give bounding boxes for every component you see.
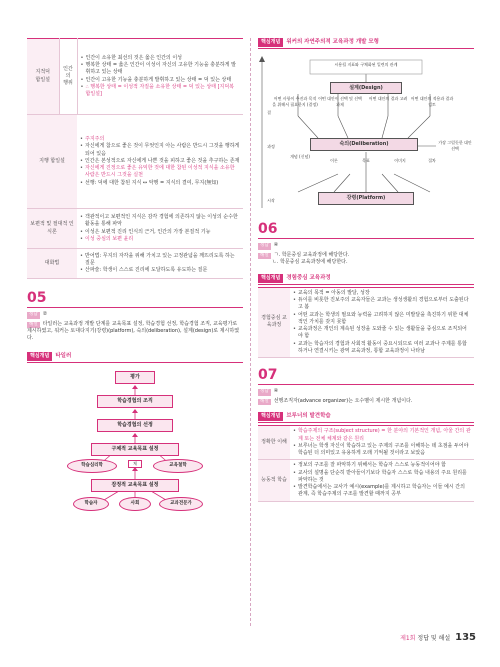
axis-goal-label: 결 xyxy=(267,110,271,116)
left-column xyxy=(27,38,243,515)
concept-tag: 핵심개념 xyxy=(258,412,283,421)
row-label: 지행 합일설 xyxy=(27,115,77,209)
concept-tag: 핵심개념 xyxy=(258,274,283,283)
question-number: 05 xyxy=(27,290,47,306)
answer-line xyxy=(27,311,243,319)
row-label: 경험중심 교육과정 xyxy=(258,287,290,357)
list-item: • 브루너는 학생 자신이 학습하고 있는 주제의 구조를 이해하는 데 초점을 두어야 학습된 더 의미있고 유용하게 오래 기억될 것이라고 보았음 xyxy=(293,443,471,458)
table-row xyxy=(27,249,243,279)
question-number: 06 xyxy=(258,221,278,238)
explain-text: 선행조직자(advance organizer)는 오수벨이 제시한 개념이다. xyxy=(273,397,413,404)
answer-value: ④ xyxy=(273,388,279,395)
list-item: • 행복한 상태 = 옳은 인간이 이성이 자신의 고유한 기능을 충분하게 발휘하고 있는 상태 xyxy=(81,62,241,77)
walker-bottom-item: 이론 xyxy=(330,158,338,164)
list-item: • 자신에게 진정으로 좋은 유익한 것에 대한 참된 이성적 지식을 소유한 사람은 반드시 그것을 실천 xyxy=(80,165,240,180)
row-label: 대화법 xyxy=(27,249,77,279)
answer-tag: 정답 xyxy=(260,389,269,395)
table-row xyxy=(258,287,474,357)
list-item: • ∴ 행복한 상태 = 이성적 자질을 소유한 상태 = 덕 있는 상태 [지덕복 합일설] xyxy=(81,84,241,99)
list-item: • 교육과정은 개인의 계속된 성장을 도와줄 수 있는 생활들을 중심으로 조직되어야 함 xyxy=(293,326,471,341)
oval-expert: 교과전문가 xyxy=(159,497,203,511)
list-item: • 어떤 교과는 학생의 필요와 능력을 고려하지 않은 미발달을 촉진하기 위한 대체적인 가치를 갖지 못함 xyxy=(293,312,471,327)
right-column xyxy=(258,38,474,502)
concept-header xyxy=(258,274,474,285)
column-divider xyxy=(250,38,251,626)
walker-bottom-item: 절차 xyxy=(428,158,436,164)
row-content xyxy=(290,426,474,460)
flow-box-tentative-goal: 잠정적 교육목표 설정 xyxy=(91,479,179,492)
walker-up-item: 어떤 사항이 추진과 목적을 위해서 필요한지 (결정) xyxy=(272,96,318,108)
concept-title: 타일러 xyxy=(55,352,72,359)
concept-tag: 핵심개념 xyxy=(27,352,52,361)
row-content xyxy=(290,460,474,501)
answer-value: ② xyxy=(42,311,48,317)
row-label: 보편적 및 절대적 인식론 xyxy=(27,209,77,249)
concept-title: 브루너의 발견학습 xyxy=(286,413,331,420)
oval-society: 사회 xyxy=(119,497,151,511)
flow-box-select: 학습경험의 선정 xyxy=(97,419,173,432)
walker-right-note: 가장 그럴듯한 대안 선택 xyxy=(438,140,472,152)
concept-header xyxy=(258,38,474,49)
walker-top-label: 시용될 지표와 구체화된 일련의 관계 xyxy=(334,62,398,68)
list-item: • 자신에게 참으로 좋은 것이 무엇인지 아는 사람은 반드시 그것을 행하게 되어 있음 xyxy=(80,143,240,158)
walker-bottom-item: 개념 (신념) xyxy=(290,154,310,160)
row-content xyxy=(77,39,243,115)
experience-table xyxy=(258,287,474,358)
list-item: • 듀이를 비롯한 진보주의 교육자들은 교과는 생성생활의 경험으로부터 도출된다고 봄 xyxy=(293,297,471,312)
section-rule xyxy=(27,307,243,308)
list-item: • 주지주의 xyxy=(80,136,240,143)
list-item: • 객관적이고 보편적인 지식은 감각 경험에 의존하지 않는 이성의 순수한 활동을 통해 파악 xyxy=(80,214,240,229)
list-item: • 교육의 목적 = 아동의 발달, 성장 xyxy=(293,290,471,297)
list-item: • 발견학습에서는 교사가 예시(example)를 제시하고 학습자는 이들 예시 간의 관계, 즉 학습주제의 구조를 발견할 때까지 공부 xyxy=(293,484,471,499)
row-content xyxy=(77,115,243,209)
list-item: • 인간이 고유한 기능을 충분하게 발휘하고 있는 상태 = 덕 있는 상태 xyxy=(81,77,241,84)
flow-box-specific-goal: 구체적 교육목표 설정 xyxy=(91,443,179,456)
deliberation-box: 숙의(Deliberation) xyxy=(310,138,418,151)
concept-tag: 핵심개념 xyxy=(258,38,283,47)
list-item: • 인간은 본성적으로 자신에게 나쁜 것을 피하고 좋은 것을 추구하는 존재 xyxy=(80,158,240,165)
design-box: 설계(Design) xyxy=(330,82,402,94)
list-item: • 교과는 학습자의 경험과 사회적 활동이 중요시되므로 여러 교과나 주제를 통합하거나 연결시키는 광역 교육과정, 통합 교육과정이 나타남 xyxy=(293,341,471,356)
explain-text-2: ㄴ. 학문중심 교육과정에 해당한다. xyxy=(272,259,348,266)
concept-header xyxy=(27,352,243,363)
concept-title: 워커의 자연주의적 교육과정 개발 모형 xyxy=(286,39,379,45)
page-number: 135 xyxy=(455,631,476,643)
row-sublabel: 인간의 행위 xyxy=(59,39,77,115)
question-number: 07 xyxy=(258,367,278,384)
section-rule xyxy=(258,384,474,385)
walker-up-item: 어떤 대안의 적용과 결과 검토 xyxy=(410,96,454,108)
table-row xyxy=(27,115,243,209)
explain-line xyxy=(27,321,243,343)
walker-bottom-item: 목표 xyxy=(362,158,370,164)
list-item: • 이성은 보편적 진리 인식의 근거, 인간의 가장 본질적 기능 xyxy=(80,229,240,236)
axis-process-label: 과정 xyxy=(267,144,275,150)
row-content xyxy=(290,287,474,357)
q05-section xyxy=(27,291,243,515)
bruner-table xyxy=(258,425,474,501)
table-row xyxy=(27,209,243,249)
walker-arrows xyxy=(258,52,474,214)
oval-learner: 학습자 xyxy=(73,497,109,511)
walker-diagram xyxy=(258,52,474,214)
row-label: 능동적 학습 xyxy=(258,460,290,501)
page-footer xyxy=(400,631,476,646)
tyler-diagram xyxy=(27,367,243,515)
walker-up-item: 어떤 대안이 선택 및 선택 과제 xyxy=(318,96,362,108)
answer-line xyxy=(258,242,474,250)
flow-box-organize: 학습경험의 조직 xyxy=(97,395,173,408)
concept-title: 경험중심 교육과정 xyxy=(286,274,331,281)
list-item: • 인간이 소유한 최선의 것은 옳은 인간의 이성 xyxy=(81,55,241,62)
list-item: • 산파술: 학생이 스스로 진리에 도달하도록 유도하는 질문 xyxy=(80,267,240,274)
q06-section xyxy=(258,222,474,358)
axis-start-label: 시작 xyxy=(267,198,275,204)
filter-label: 체 xyxy=(128,460,142,468)
oval-psychology: 학습심리학 xyxy=(67,459,117,473)
row-label: 정확한 이해 xyxy=(258,426,290,460)
table-row xyxy=(258,426,474,460)
flow-box-evaluation: 평가 xyxy=(115,371,155,384)
list-item: • 이성 중심의 보편 윤리 xyxy=(80,236,240,243)
list-item: • 정보의 구조를 잘 파악하기 위해서는 학습자 스스로 능동적이어야 함 xyxy=(293,462,471,469)
q07-section xyxy=(258,368,474,502)
row-content xyxy=(77,209,243,249)
concept-header xyxy=(258,412,474,423)
walker-bottom-item: 이미지 xyxy=(394,158,406,164)
table-row xyxy=(27,39,243,115)
answer-tag: 정답 xyxy=(29,312,38,317)
explain-tag: 해설 xyxy=(260,398,269,404)
list-item: • 학습주제의 구조(subject structure) = 한 분야의 기본적인 개념, 아울 간의 관계 또는 전체 체계와 같은 원리 xyxy=(293,428,471,443)
table-row xyxy=(258,460,474,501)
tyler-arrows xyxy=(27,367,243,515)
list-item: • 반어법: 무지의 자각을 위해 가치고 있는 고정관념을 깨뜨리도록 하는 질문 xyxy=(80,253,240,268)
explain-text: 타일러는 교육과정 개발 단계를 교육목표 설정, 학습경험 선정, 학습경험 조직, 교육평가로 제시하였고, 워커는 토대다지기(강령)(platform), 숙의(deliberation), 설계(design)로 제시하였다. xyxy=(27,320,240,342)
explain-text: ㄱ. 학문중심 교육과정에 해당한다. xyxy=(273,251,350,258)
answer-tag: 정답 xyxy=(260,243,269,249)
oval-philosophy: 교육철학 xyxy=(153,459,203,473)
answer-value: ④ xyxy=(273,242,279,249)
row-content xyxy=(77,249,243,279)
answer-line xyxy=(258,388,474,396)
explain-tag: 해설 xyxy=(260,252,269,258)
footer-chapter: 제1회 xyxy=(400,634,416,642)
section-rule xyxy=(258,238,474,239)
explain-tag: 해설 xyxy=(29,321,38,327)
row-label: 지적덕 합일설 xyxy=(27,39,59,115)
platform-box: 강령(Platform) xyxy=(318,192,414,205)
list-item: • 선행: 덕에 대한 참된 지식 ↔ 악행 = 지식의 결여, 무지(無知) xyxy=(80,180,240,187)
socrates-table xyxy=(27,38,243,279)
footer-text: 정답 및 해설 xyxy=(417,634,451,642)
explain-line xyxy=(258,398,474,406)
walker-up-item: 어떤 대안의 결과 고려 xyxy=(368,96,408,102)
list-item: • 교사의 설명을 단순히 받아들이기보다 학습자 스스로 학습 내용의 주요 원리를 파악하는 것 xyxy=(293,470,471,485)
